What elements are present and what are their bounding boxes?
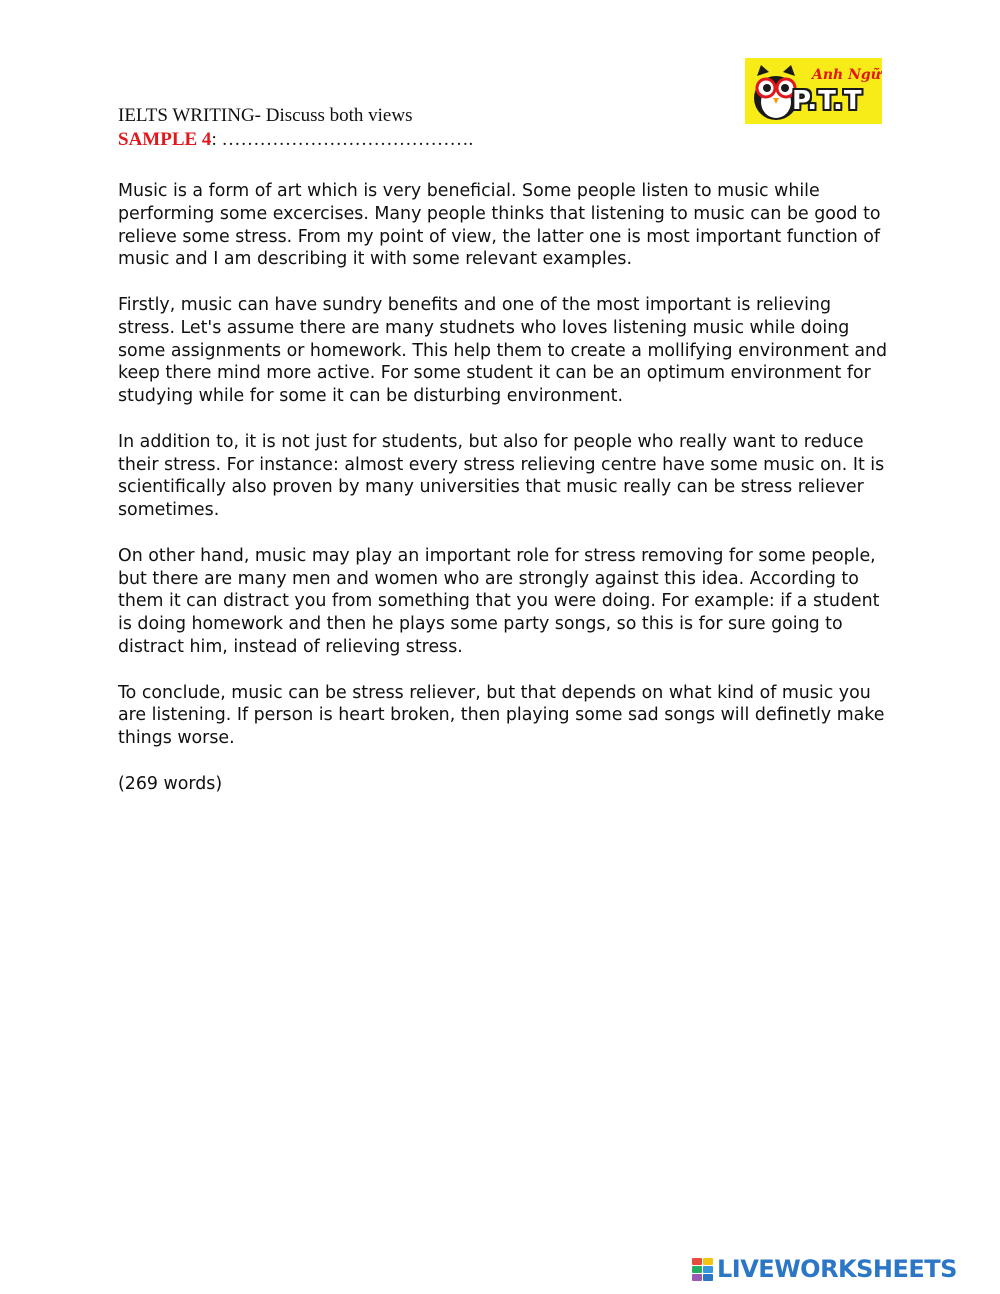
liveworksheets-grid-icon [692,1258,713,1281]
worksheet-header [118,104,473,152]
essay-paragraph-intro: Music is a form of art which is very beneficial. Some people listen to music while performing some excercises. Many people thinks that listening to music can be good to relieve some stress. From my point of view, the latter one is most important function of music and I am describing it with some relevant examples. [118,181,881,270]
logo-letters: P.T.T [792,86,863,116]
essay-paragraph-body-2: In addition to, it is not just for students, but also for people who really want to reduce their stress. For instance: almost every stress relieving centre have some music on. It is scientifically also proven by many universities that music really can be stress reliever sometimes. [118,431,885,521]
essay-paragraph-body-3: On other hand, music may play an important role for stress removing for some people, but there are many men and women who are strongly against this idea. According to them it can distract you from something that you were doing. For example: if a student is doing homework and then he plays some party songs, so this is for sure going to distract him, instead of relieving stress. [118,545,880,657]
essay-paragraph-conclusion: To conclude, music can be stress reliever, but that depends on what kind of music you are listening. If person is heart broken, then playing some sad songs will definetly make things worse. [118,682,885,749]
sample-answer-blank: : …………………………………. [211,129,474,150]
word-count: (269 words) [118,773,223,794]
liveworksheets-wordmark: LIVEWORKSHEETS [717,1255,957,1283]
liveworksheets-logo[interactable] [692,1255,957,1283]
sample-label: SAMPLE 4 [118,129,212,150]
essay-body [118,180,888,818]
ptt-logo [745,58,882,124]
essay-paragraph-body-1: Firstly, music can have sundry benefits and one of the most important is relieving stress. Let's assume there are many studnets who loves listening music while doing some assignments or homework. This help them to create a mollifying environment and keep there mind more active. For some student it can be an optimum environment for studying while for some it can be disturbing environment. [118,294,888,407]
logo-script-text: Anh Ngữ [812,67,881,83]
worksheet-title: IELTS WRITING- Discuss both views [118,105,413,126]
sample-line [118,128,473,152]
